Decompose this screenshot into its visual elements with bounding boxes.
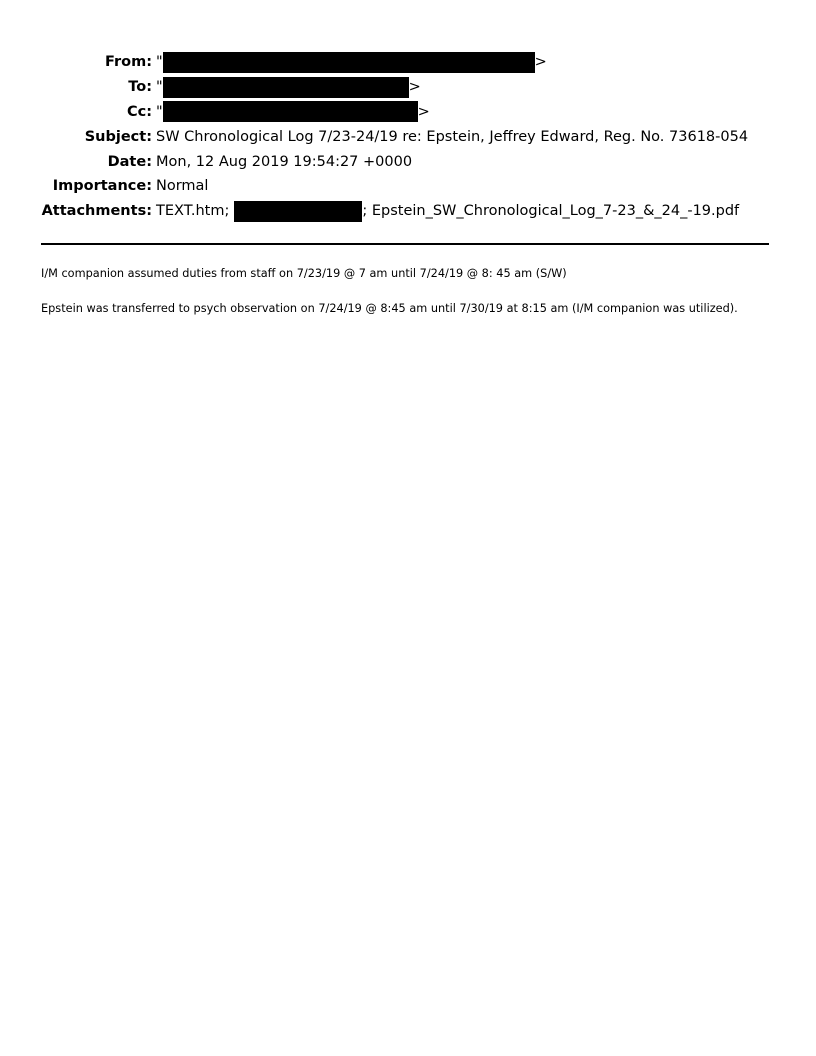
from-prefix: ": [156, 54, 163, 71]
cc-row: [0, 100, 816, 125]
to-prefix: ": [156, 79, 163, 96]
date-value: Mon, 12 Aug 2019 19:54:27 +0000: [156, 153, 413, 170]
importance-row: [0, 174, 816, 199]
cc-prefix: ": [156, 103, 163, 120]
to-row: [0, 75, 816, 100]
cc-value: [156, 101, 430, 122]
cc-suffix: >: [417, 103, 430, 120]
from-label: From:: [105, 54, 152, 71]
attachment-text-htm: TEXT.htm;: [156, 203, 230, 220]
importance-label: Importance:: [52, 178, 152, 195]
header-divider: [41, 243, 769, 245]
to-suffix: >: [408, 79, 421, 96]
attachment-redaction: [234, 201, 362, 222]
to-value: [156, 77, 421, 98]
cc-redaction: [163, 101, 418, 122]
date-row: [0, 149, 816, 174]
from-row: [0, 50, 816, 75]
attachment-pdf: ; Epstein_SW_Chronological_Log_7-23_&_24_-19.pdf: [362, 203, 740, 220]
body-line-2: Epstein was transferred to psych observation on 7/24/19 @ 8:45 am until 7/30/19 at 8:15 am (I/M companion was utilized).: [41, 302, 738, 315]
to-redaction: [163, 77, 409, 98]
to-label: To:: [128, 79, 152, 96]
from-redaction: [163, 52, 535, 73]
attachments-value: [156, 201, 739, 222]
email-header: [0, 50, 816, 224]
subject-row: [0, 124, 816, 149]
from-value: [156, 52, 547, 73]
attachments-row: [0, 199, 816, 224]
date-label: Date:: [107, 153, 152, 170]
importance-value: Normal: [156, 178, 209, 195]
cc-label: Cc:: [126, 103, 152, 120]
attachments-label: Attachments:: [41, 203, 152, 220]
subject-label: Subject:: [84, 128, 152, 145]
subject-value: SW Chronological Log 7/23-24/19 re: Epstein, Jeffrey Edward, Reg. No. 73618-054: [156, 128, 749, 145]
from-suffix: >: [534, 54, 547, 71]
body-line-1: I/M companion assumed duties from staff on 7/23/19 @ 7 am until 7/24/19 @ 8: 45 am (S/W): [41, 267, 567, 280]
